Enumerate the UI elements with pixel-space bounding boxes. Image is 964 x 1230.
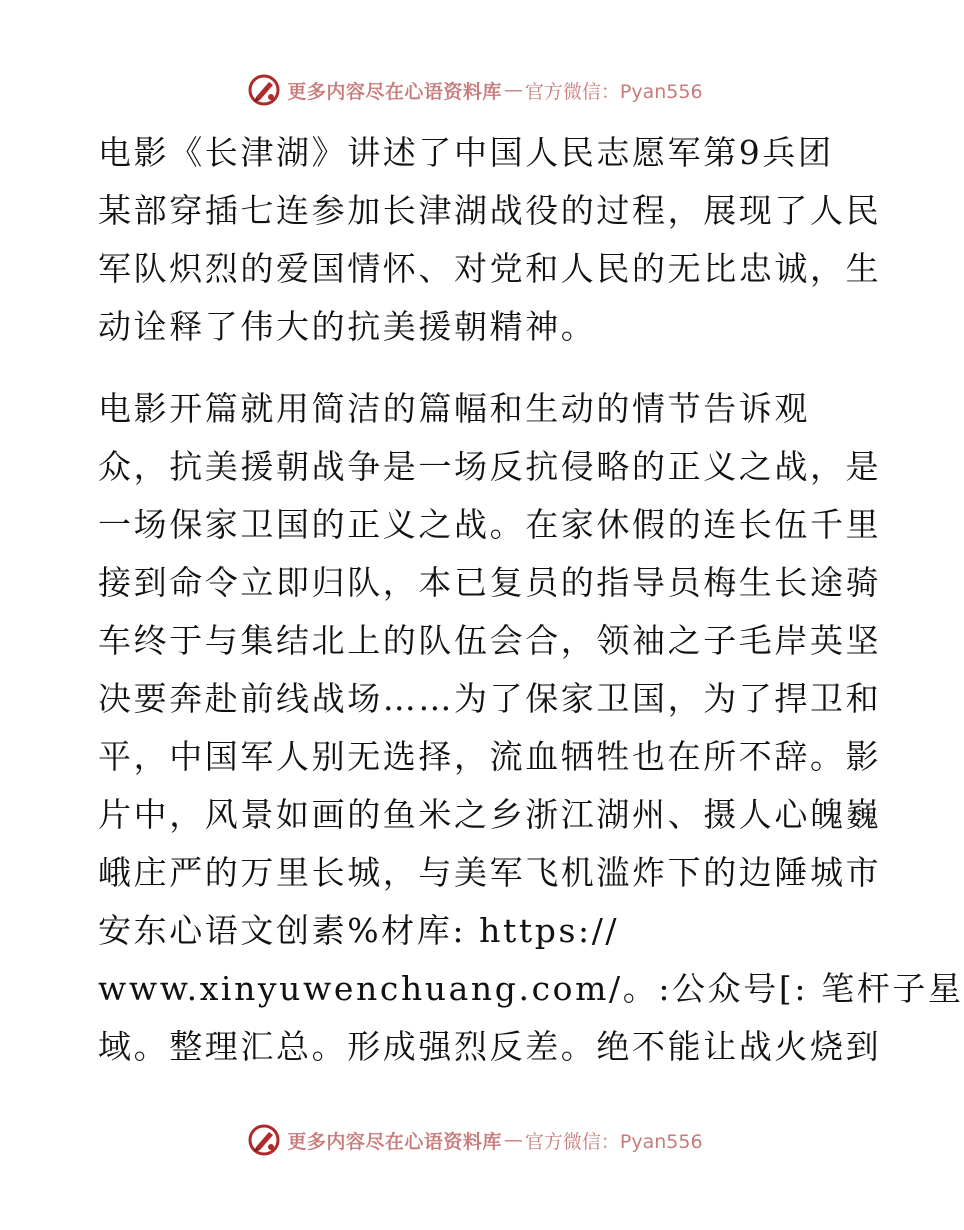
text-line: 电影《长津湖》讲述了中国人民志愿军第9兵团 [98,133,834,172]
text-line: www.xinyuwenchuang.com/。:公众号[: 笔杆子星 [98,969,964,1008]
text-line: 电影开篇就用简洁的篇幅和生动的情节告诉观 [98,389,810,428]
footer-watermark [0,1120,950,1160]
text-line: 峨庄严的万里长城，与美军飞机滥炸下的边陲城市 [98,853,882,892]
text-line: 接到命令立即归队，本已复员的指导员梅生长途骑 [98,563,882,602]
footer-watermark-left: 更多内容尽在心语资料库 [287,1130,502,1153]
footer-watermark-separator: — [503,1129,523,1151]
text-line: 决要奔赴前线战场……为了保家卫国，为了捍卫和 [98,679,882,718]
text-line: 车终于与集结北上的队伍会合，领袖之子毛岸英坚 [98,621,882,660]
article-body [98,124,964,1100]
text-line: 片中，风景如画的鱼米之乡浙江湖州、摄人心魄巍 [98,795,882,834]
header-watermark-separator: — [503,79,523,101]
brush-pen-logo-icon [247,73,281,107]
footer-watermark-right: 官方微信：Pyan556 [524,1130,703,1153]
header-watermark-right: 官方微信：Pyan556 [524,80,703,103]
text-line: 平，中国军人别无选择，流血牺牲也在所不辞。影 [98,737,882,776]
text-line: 军队炽烈的爱国情怀、对党和人民的无比忠诚，生 [98,249,882,288]
paragraph-1 [98,124,882,356]
brush-pen-logo-icon [247,1123,281,1157]
text-line: 安东心语文创素%材库: https:// [98,911,620,950]
header-watermark-left: 更多内容尽在心语资料库 [287,80,502,103]
paragraph-2 [98,380,964,1076]
text-line: 域。整理汇总。形成强烈反差。绝不能让战火烧到 [98,1027,882,1066]
header-watermark [0,70,950,110]
text-line: 某部穿插七连参加长津湖战役的过程，展现了人民 [98,191,882,230]
text-line: 众，抗美援朝战争是一场反抗侵略的正义之战，是 [98,447,882,486]
text-line: 动诠释了伟大的抗美援朝精神。 [98,307,597,346]
text-line: 一场保家卫国的正义之战。在家休假的连长伍千里 [98,505,882,544]
